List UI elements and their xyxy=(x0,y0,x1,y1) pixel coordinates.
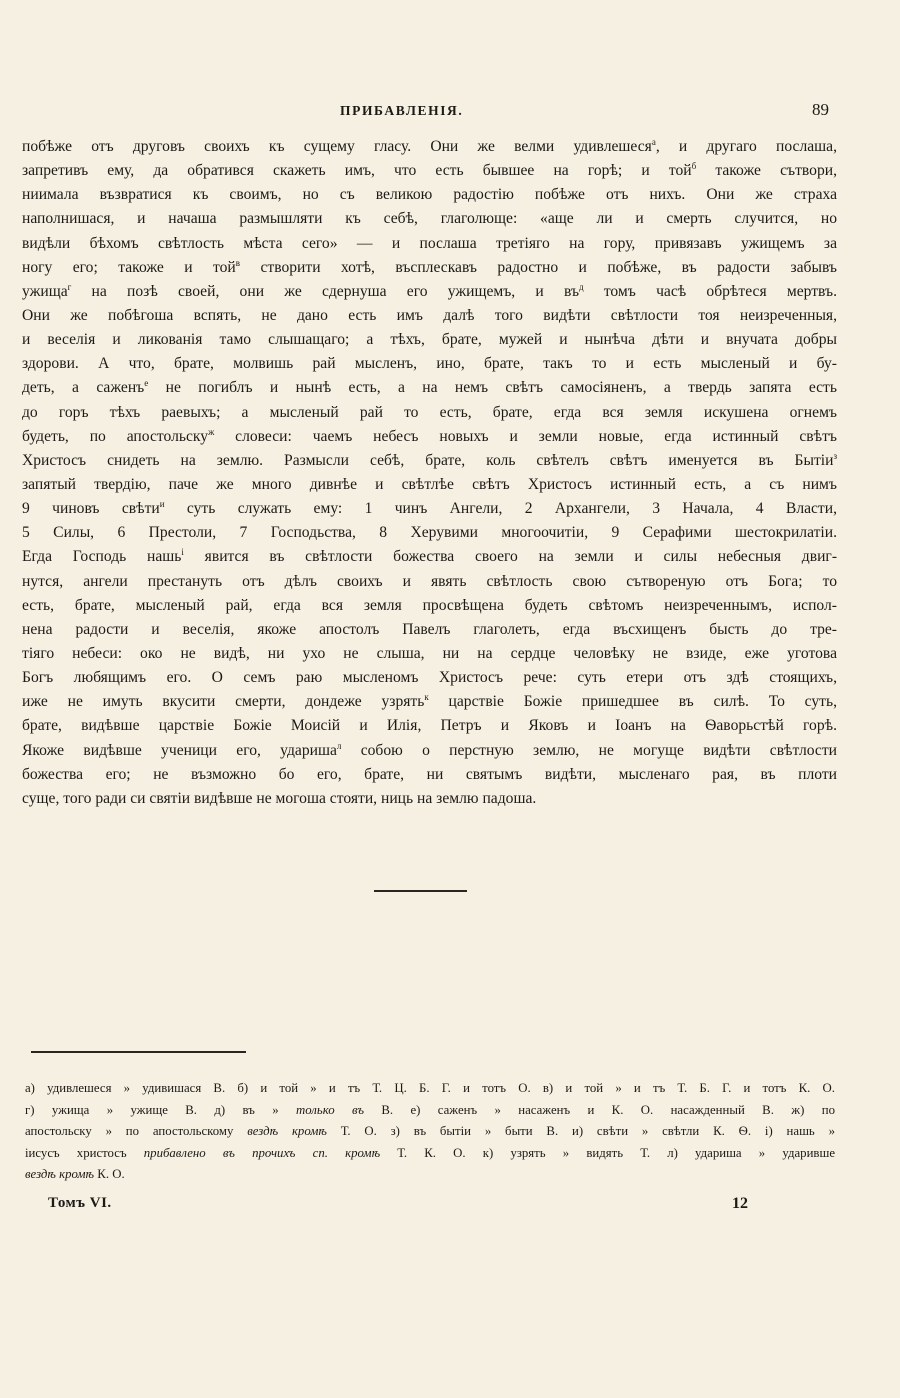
text-line: 9 чиновъ свѣти$^и$ суть служать ему: 1 чинъ Ангели, 2 Архангели, 3 Начала, 4 Власти, xyxy=(22,498,837,518)
footnote-rule xyxy=(31,1051,246,1053)
text-line: запретивъ ему, да обратився скажеть имъ, что есть бывшее на горѣ; и той$^б$ такоже сътвори, xyxy=(22,160,837,180)
text-line: до горъ тѣхъ раевыхъ; а мысленый рай то есть, брате, егда вся земля искушена огнемъ xyxy=(22,403,837,421)
text-line: Якоже видѣвше ученици его, удариша$^л$ собою о перстную землю, не могуще видѣти свѣтлости xyxy=(22,740,837,759)
running-title: ПРИБАВЛЕНІЯ. xyxy=(340,103,464,118)
text-line: 5 Силы, 6 Престоли, 7 Господьства, 8 Херувими многоочитіи, 9 Серафими шестокрилатіи. xyxy=(22,524,837,542)
text-line: есть, брате, мысленый рай, егда вся земля просвѣщена будеть свѣтомъ неизреченнымъ, испол- xyxy=(22,596,837,614)
text-line: ниимала възвратися къ своимъ, но съ великою радостію побѣже отъ нихъ. Они же страха xyxy=(22,186,837,204)
text-line: божества его; не възможно бо его, брате, ни святымъ видѣти, мысленаго рая, въ плоти xyxy=(22,765,837,783)
volume-label: Томъ VI. xyxy=(48,1195,112,1211)
text-line: иже не имуть вкусити смерти, дондеже узрять$^к$ царствіе Божіе пришедшее въ силѣ. То суть, xyxy=(22,692,837,711)
body-text xyxy=(22,135,837,811)
page-number: 89 xyxy=(812,100,829,119)
text-line: нена радости и веселія, якоже апостолъ Павелъ глаголеть, егда въсхищенъ бысть до тре- xyxy=(22,620,837,638)
text-line: Они же побѣгоша вспять, не дано есть имъ далѣ того видѣти свѣтлости тоя неизреченныя, xyxy=(22,306,837,324)
text-line: ужища$^г$ на позѣ своей, они же сдернуша его ужищемъ, и $въ^д$ томъ часѣ обрѣтеся мертвъ. xyxy=(22,281,837,300)
text-line: тіяго небеси: око не видѣ, ни ухо не слыша, ни на сердце человѣку не взиде, еже уготова xyxy=(22,644,837,662)
text-line: брате, видѣвше царствіе Божіе Моисій и Илія, Петръ и Яковъ и Іоанъ на Ѳаворьстѣй горѣ. xyxy=(22,717,837,735)
text-line: ногу его; такоже и той$^в$ створити хотѣ, въсплескавъ радостно и побѣже, въ радости забывъ xyxy=(22,257,837,276)
text-line: деть, а саженъ$^е$ не погиблъ и нынѣ есть, а на немъ свѣтъ самосіяненъ, а твердь запята есть xyxy=(22,378,837,397)
text-line: видѣли бѣхомъ свѣтлость мѣста сего» — и послаша третіяго на гору, привязавъ ужищемъ за xyxy=(22,234,837,252)
text-line: будеть, по апостольску$^ж$ словеси: чаемъ небесъ новыхъ и земли новые, егда истинный свѣтъ xyxy=(22,426,837,445)
footnote-line: вездѣ кромѣ К. О. xyxy=(25,1167,125,1182)
signature-mark: 12 xyxy=(732,1195,748,1212)
text-line: Егда Господь нашь$^і$ явится въ свѣтлости божества своего на земли и силы небесныя двиг- xyxy=(22,547,837,566)
section-separator xyxy=(374,890,467,892)
footnote-line: апостольску » по апостольскому вездѣ кромѣ Т. О. з) въ бытіи » быти В. и) свѣти » свѣтли К. Ѳ. і) нашь » xyxy=(25,1124,835,1139)
text-line: и веселія и ликованія тамо слышащаго; а тѣхъ, брате, мужей и нынѣча дѣти и внучата добры xyxy=(22,331,837,349)
text-line: здорови. А что, брате, молвишь рай мысленъ, ино, брате, такъ то и есть мысленый и бу- xyxy=(22,355,837,373)
footnotes xyxy=(25,1078,835,1186)
text-line: суще, того ради си святіи видѣвше не могоша стояти, ниць на землю падоша. xyxy=(22,789,537,807)
text-line: нутся, ангели престануть отъ дѣлъ своихъ и явять свѣтлость свою сътвореную отъ Бога; то xyxy=(22,572,837,590)
text-line: наполнишася, и начаша размышляти къ себѣ, глаголюще: «аще ли и смерть случится, но xyxy=(22,210,837,228)
footnote-line: г) ужища » ужище В. д) въ » только въ В. е) саженъ » насаженъ и К. О. насажденный В. ж) по xyxy=(25,1102,835,1117)
text-line: Христосъ снидеть на землю. Размысли себѣ, брате, коль свѣтелъ свѣтъ именуется въ Бытіи$^з$ xyxy=(22,450,837,469)
footnote-line: а) удивлешеся » удивишася В. б) и той » и тъ Т. Ц. Б. Г. и тотъ О. в) и той » и тъ Т. Б. Г. и тотъ К. О. xyxy=(25,1081,835,1095)
text-line: запятый твердію, паче же много дивнѣе и свѣтлѣе свѣтъ Христосъ истинный есть, а съ нимъ xyxy=(22,475,837,493)
text-line: Богъ любящимъ его. О семъ раю мысленомъ Христосъ рече: суть етери отъ здѣ стоящихъ, xyxy=(22,669,837,687)
footnote-line: іисусъ христосъ прибавлено въ прочихъ сп. кромѣ Т. К. О. к) узрять » видять Т. л) удариша » ударивше xyxy=(25,1145,835,1160)
text-line: побѣже отъ друговъ своихъ къ сущему гласу. Они же велми удивлешеся$^а$, и другаго послаша, xyxy=(22,136,837,155)
